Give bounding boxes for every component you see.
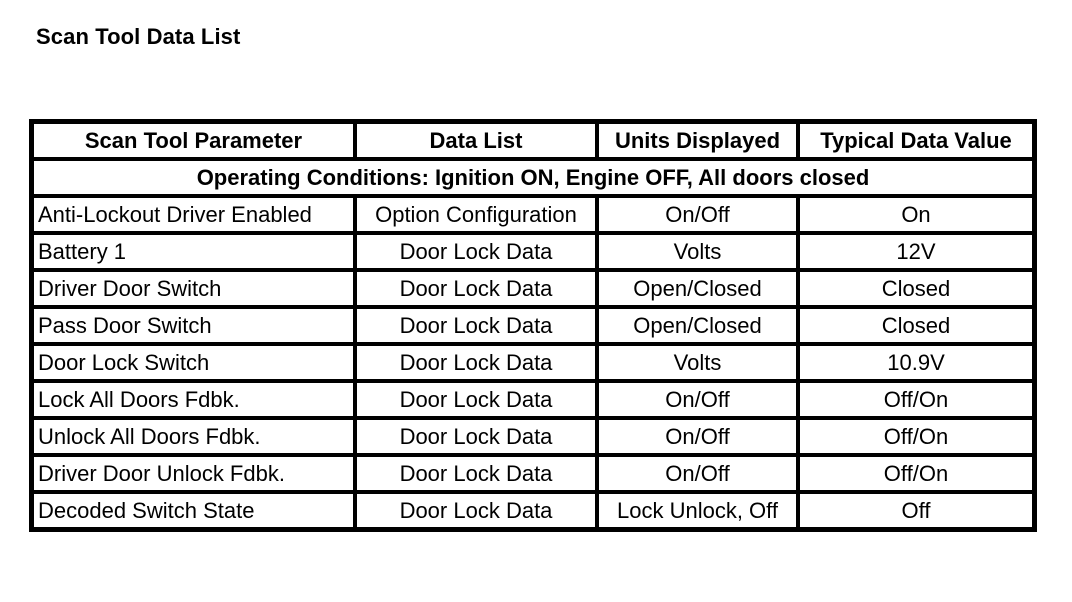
units-cell: On/Off [597,196,798,233]
units-cell: Volts [597,344,798,381]
typical-value-cell: Off/On [798,455,1034,492]
parameter-cell: Door Lock Switch [32,344,355,381]
units-cell: Open/Closed [597,307,798,344]
header-row [32,122,1034,159]
units-cell: On/Off [597,381,798,418]
parameter-cell: Decoded Switch State [32,492,355,529]
data-list-cell: Door Lock Data [355,455,597,492]
units-cell: Open/Closed [597,270,798,307]
table-row [32,196,1034,233]
typical-value-cell: On [798,196,1034,233]
column-header-data-list: Data List [355,122,597,159]
scan-tool-data-table [29,119,1037,532]
table-row [32,381,1034,418]
typical-value-cell: 10.9V [798,344,1034,381]
table-row [32,270,1034,307]
typical-value-cell: 12V [798,233,1034,270]
table-row [32,492,1034,529]
typical-value-cell: Off/On [798,418,1034,455]
column-header-parameter: Scan Tool Parameter [32,122,355,159]
data-list-cell: Option Configuration [355,196,597,233]
data-list-cell: Door Lock Data [355,233,597,270]
data-list-cell: Door Lock Data [355,418,597,455]
typical-value-cell: Closed [798,270,1034,307]
parameter-cell: Pass Door Switch [32,307,355,344]
parameter-cell: Anti-Lockout Driver Enabled [32,196,355,233]
page-title: Scan Tool Data List [36,24,241,49]
table-row [32,233,1034,270]
column-header-units: Units Displayed [597,122,798,159]
table-row [32,455,1034,492]
table-row [32,418,1034,455]
typical-value-cell: Closed [798,307,1034,344]
data-list-cell: Door Lock Data [355,270,597,307]
table-row [32,344,1034,381]
typical-value-cell: Off/On [798,381,1034,418]
data-list-cell: Door Lock Data [355,344,597,381]
data-list-cell: Door Lock Data [355,492,597,529]
parameter-cell: Battery 1 [32,233,355,270]
units-cell: On/Off [597,418,798,455]
units-cell: Volts [597,233,798,270]
parameter-cell: Unlock All Doors Fdbk. [32,418,355,455]
table-row [32,307,1034,344]
units-cell: On/Off [597,455,798,492]
parameter-cell: Lock All Doors Fdbk. [32,381,355,418]
data-list-cell: Door Lock Data [355,381,597,418]
operating-conditions: Operating Conditions: Ignition ON, Engine OFF, All doors closed [32,159,1034,196]
parameter-cell: Driver Door Switch [32,270,355,307]
units-cell: Lock Unlock, Off [597,492,798,529]
typical-value-cell: Off [798,492,1034,529]
parameter-cell: Driver Door Unlock Fdbk. [32,455,355,492]
column-header-typical-value: Typical Data Value [798,122,1034,159]
data-list-cell: Door Lock Data [355,307,597,344]
operating-conditions-row [32,159,1034,196]
